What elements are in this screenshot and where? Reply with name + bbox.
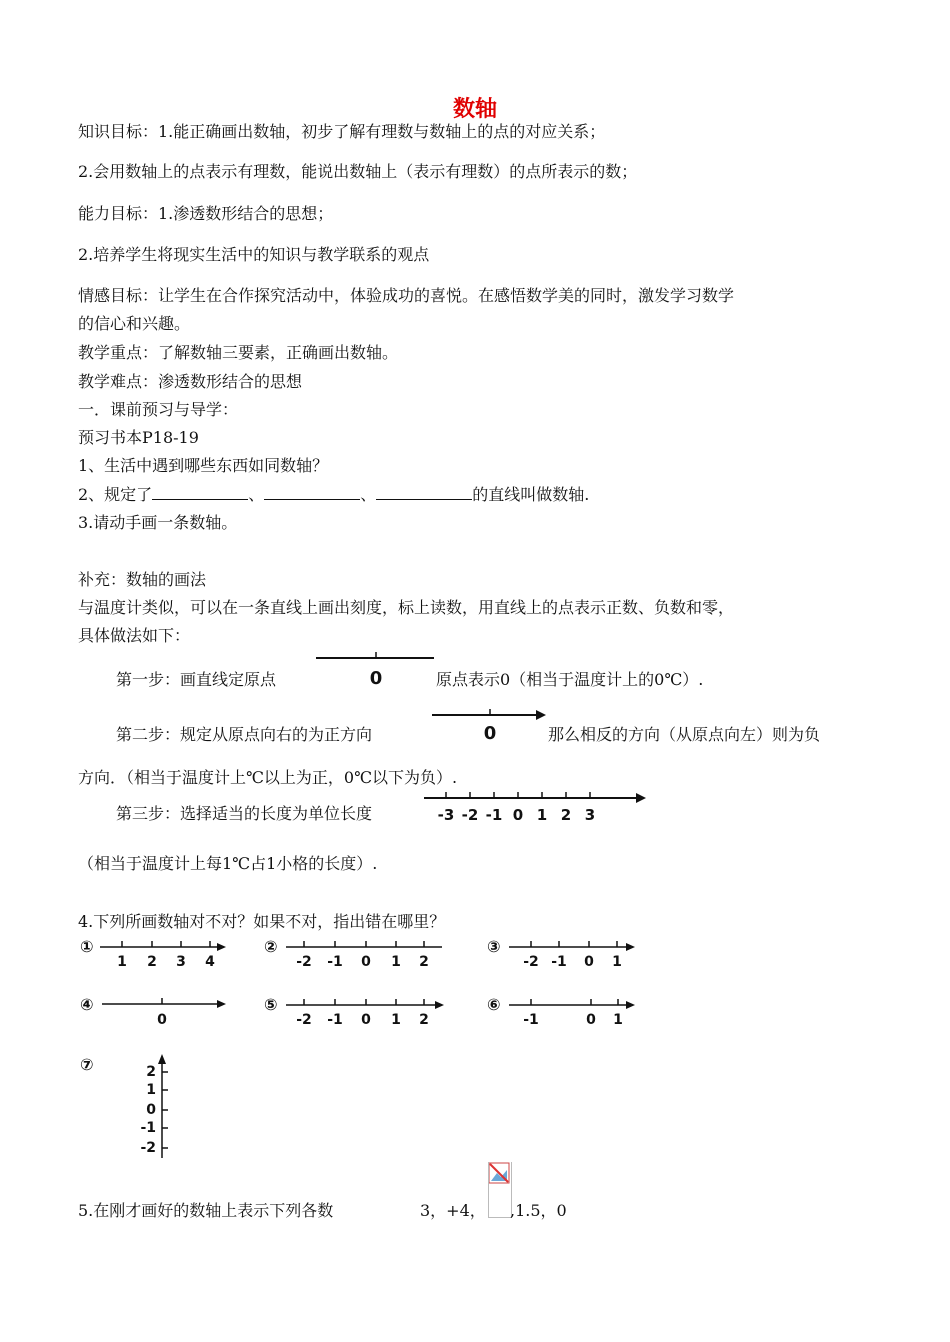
s3-labels-tick-label: 1 xyxy=(536,806,548,824)
figure-5 xyxy=(262,994,447,1028)
teaching-focus: 教学重点：了解数轴三要素，正确画出数轴。 xyxy=(78,343,399,362)
question-2-sep-1: 、 xyxy=(248,485,265,504)
marker-1: ① xyxy=(80,937,94,956)
f5-tick-label: -2 xyxy=(296,1012,312,1028)
f6-tick-label: 0 xyxy=(586,1012,596,1028)
step-3-figure xyxy=(420,788,655,824)
ability-goal-2: 2.培养学生将现实生活中的知识与教学联系的观点 xyxy=(78,245,430,264)
marker-7: ⑦ xyxy=(80,1055,94,1074)
step-1-figure xyxy=(312,650,442,690)
f3-tick-label: 1 xyxy=(612,954,622,970)
origin-label: 0 xyxy=(369,668,383,689)
preview-pages: 预习书本P18-19 xyxy=(78,428,199,447)
supplement-text-cont: 具体做法如下： xyxy=(78,626,191,645)
knowledge-goal-1: 知识目标：1.能正确画出数轴，初步了解有理数与数轴上的点的对应关系； xyxy=(78,122,606,141)
marker-6: ⑥ xyxy=(487,995,501,1014)
supplement-heading: 补充：数轴的画法 xyxy=(78,570,207,589)
step-2-figure xyxy=(430,705,555,745)
f6-tick-label: -1 xyxy=(523,1012,539,1028)
marker-4: ④ xyxy=(80,995,94,1014)
question-5-numbers-b: ,1.5，0 xyxy=(510,1201,567,1220)
figure-4 xyxy=(78,994,228,1028)
question-2-sep-2: 、 xyxy=(360,485,377,504)
step-2-desc: 那么相反的方向（从原点向左）则为负 xyxy=(548,725,821,744)
f3-tick-label: -1 xyxy=(551,954,567,970)
f2-tick-label: -2 xyxy=(296,954,312,970)
f5-tick-label: 1 xyxy=(391,1012,401,1028)
marker-5: ⑤ xyxy=(264,995,278,1014)
supplement-text: 与温度计类似，可以在一条直线上画出刻度，标上读数，用直线上的点表示正数、负数和零， xyxy=(78,598,735,617)
page-title: 数轴 xyxy=(452,97,497,122)
f3-tick-label: 0 xyxy=(584,954,594,970)
question-2 xyxy=(78,485,589,505)
figure-7 xyxy=(78,1052,178,1162)
missing-formula-image xyxy=(488,1162,512,1218)
step-1-desc: 原点表示0（相当于温度计上的0℃）. xyxy=(436,670,704,689)
origin-label-2: 0 xyxy=(483,723,497,744)
s3-labels-tick-label: -3 xyxy=(437,806,455,824)
figure-3 xyxy=(485,936,635,970)
marker-3: ③ xyxy=(487,937,501,956)
figure-6 xyxy=(485,994,635,1028)
f1-tick-label: 1 xyxy=(117,954,127,970)
f2-tick-label: 0 xyxy=(361,954,371,970)
question-3: 3.请动手画一条数轴。 xyxy=(78,513,238,532)
f7-tick-label: 1 xyxy=(146,1082,156,1098)
emotion-goal: 情感目标：让学生在合作探究活动中，体验成功的喜悦。在感悟数学美的同时，激发学习数学 xyxy=(78,286,735,305)
teaching-difficulty: 教学难点：渗透数形结合的思想 xyxy=(78,372,303,391)
step-2-label: 第二步：规定从原点向右的为正方向 xyxy=(116,725,373,744)
f5-tick-label: -1 xyxy=(327,1012,343,1028)
step-1-label: 第一步：画直线定原点 xyxy=(116,670,277,689)
f6-tick-label: 1 xyxy=(613,1012,623,1028)
knowledge-goal-2: 2.会用数轴上的点表示有理数，能说出数轴上（表示有理数）的点所表示的数； xyxy=(78,162,638,181)
f2-tick-label: 2 xyxy=(419,954,429,970)
f7-tick-label: -1 xyxy=(140,1120,156,1136)
question-5-numbers-a: 3，+4， xyxy=(420,1201,486,1220)
question-4: 4.下列所画数轴对不对？如果不对，指出错在哪里？ xyxy=(78,912,446,931)
s3-labels-tick-label: -2 xyxy=(461,806,479,824)
f7-tick-label: 2 xyxy=(146,1064,156,1080)
s3-labels-tick-label: 2 xyxy=(560,806,572,824)
step-3-desc: （相当于温度计上每1℃占1小格的长度）. xyxy=(78,854,378,873)
s3-labels-tick-label: -1 xyxy=(485,806,503,824)
emotion-goal-cont: 的信心和兴趣。 xyxy=(78,314,191,333)
step-2-desc-cont: 方向．（相当于温度计上℃以上为正，0℃以下为负）. xyxy=(78,768,458,787)
question-2-suffix: 的直线叫做数轴. xyxy=(472,485,590,504)
f2-tick-label: 1 xyxy=(391,954,401,970)
section-heading: 一．课前预习与导学： xyxy=(78,400,239,419)
question-2-prefix: 2、规定了 xyxy=(78,485,153,504)
f1-tick-label: 4 xyxy=(205,954,215,970)
f7-tick-label: 0 xyxy=(146,1102,156,1118)
f2-tick-label: -1 xyxy=(327,954,343,970)
f7-tick-label: -2 xyxy=(140,1140,156,1156)
s3-labels-tick-label: 0 xyxy=(512,806,524,824)
figure-1 xyxy=(78,936,228,970)
f5-tick-label: 2 xyxy=(419,1012,429,1028)
figure-2 xyxy=(262,936,447,970)
s3-labels-tick-label: 3 xyxy=(584,806,596,824)
step-3-label: 第三步：选择适当的长度为单位长度 xyxy=(116,804,373,823)
f3-tick-label: -2 xyxy=(523,954,539,970)
f5-tick-label: 0 xyxy=(361,1012,371,1028)
f1-tick-label: 3 xyxy=(176,954,186,970)
blank-2[interactable] xyxy=(264,485,360,500)
marker-2: ② xyxy=(264,937,278,956)
blank-1[interactable] xyxy=(152,485,248,500)
question-5: 5.在刚才画好的数轴上表示下列各数 xyxy=(78,1201,334,1220)
f4-tick-label: 0 xyxy=(157,1012,167,1028)
f1-tick-label: 2 xyxy=(147,954,157,970)
question-1: 1、生活中遇到哪些东西如同数轴？ xyxy=(78,456,329,475)
ability-goal-1: 能力目标：1.渗透数形结合的思想； xyxy=(78,204,334,223)
blank-3[interactable] xyxy=(376,485,472,500)
